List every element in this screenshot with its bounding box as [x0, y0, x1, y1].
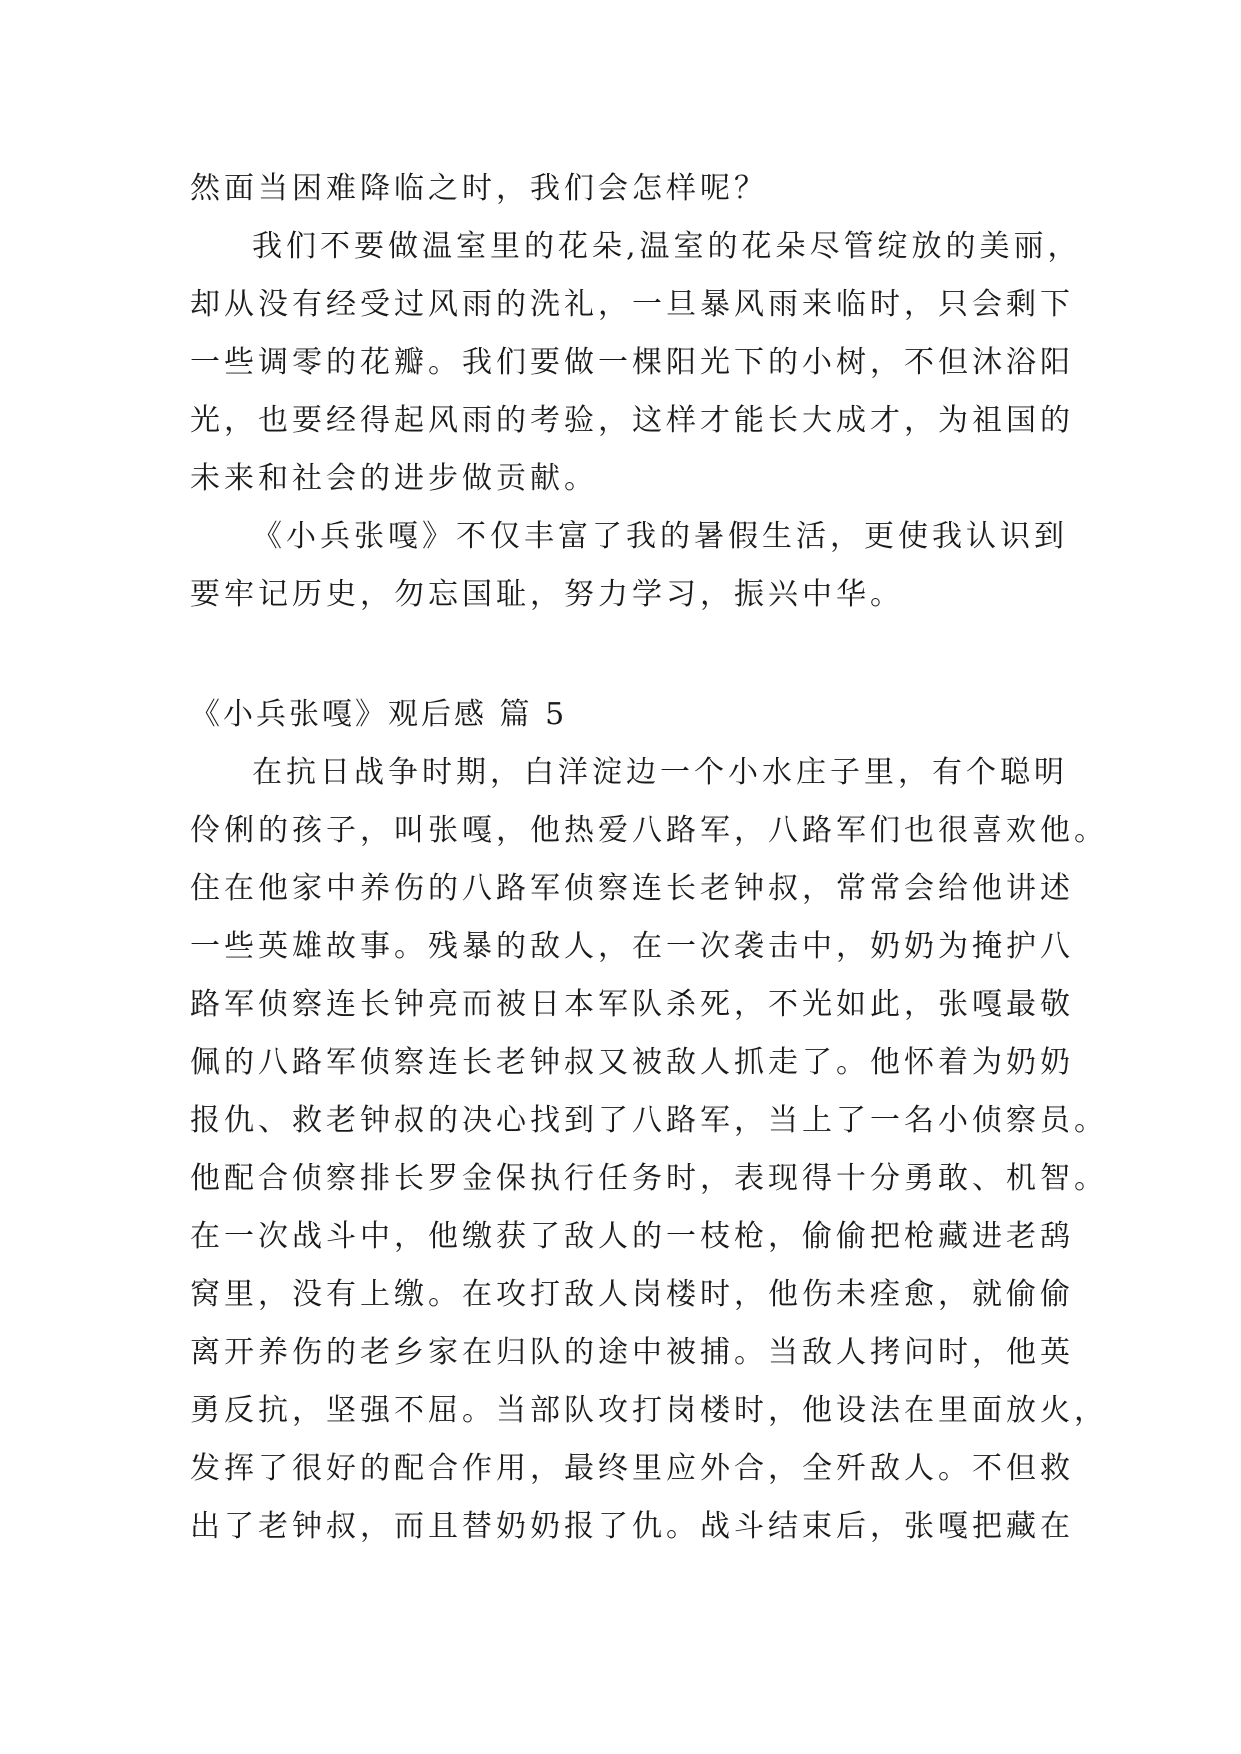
text-line: 住在他家中养伤的八路军侦察连长老钟叔，常常会给他讲述: [190, 871, 1074, 906]
text-line: 一些英雄故事。残暴的敌人，在一次袭击中，奶奶为掩护八: [190, 929, 1074, 964]
text-line: 路军侦察连长钟亮而被日本军队杀死，不光如此，张嘎最敬: [190, 987, 1074, 1022]
text-line: 出了老钟叔，而且替奶奶报了仇。战斗结束后，张嘎把藏在: [190, 1509, 1074, 1544]
text-line: 发挥了很好的配合作用，最终里应外合，全歼敌人。不但救: [190, 1451, 1074, 1486]
text-line: 离开养伤的老乡家在归队的途中被捕。当敌人拷问时，他英: [190, 1335, 1074, 1370]
text-line: 要牢记历史，勿忘国耻，努力学习，振兴中华。: [190, 577, 904, 612]
text-line: 一些调零的花瓣。我们要做一棵阳光下的小树，不但沐浴阳: [190, 345, 1074, 380]
text-line: 窝里，没有上缴。在攻打敌人岗楼时，他伤未痊愈，就偷偷: [190, 1277, 1074, 1312]
text-line: 我们不要做温室里的花朵,温室的花朵尽管绽放的美丽，: [252, 229, 1082, 264]
text-line: 伶俐的孩子，叫张嘎，他热爱八路军，八路军们也很喜欢他。: [190, 813, 1108, 848]
text-line: 他配合侦察排长罗金保执行任务时，表现得十分勇敢、机智。: [190, 1161, 1108, 1196]
section-heading: 《小兵张嘎》观后感 篇 5: [190, 697, 568, 732]
text-line: 在一次战斗中，他缴获了敌人的一枝枪，偷偷把枪藏进老鸹: [190, 1219, 1074, 1254]
text-line: 在抗日战争时期，白洋淀边一个小水庄子里，有个聪明: [252, 755, 1068, 790]
text-line: 《小兵张嘎》不仅丰富了我的暑假生活，更使我认识到: [252, 519, 1068, 554]
text-line: 勇反抗，坚强不屈。当部队攻打岗楼时，他设法在里面放火，: [190, 1393, 1108, 1428]
text-line: 未来和社会的进步做贡献。: [190, 461, 598, 496]
text-line: 然面当困难降临之时，我们会怎样呢？: [190, 171, 768, 206]
text-line: 却从没有经受过风雨的洗礼，一旦暴风雨来临时，只会剩下: [190, 287, 1074, 322]
text-line: 报仇、救老钟叔的决心找到了八路军，当上了一名小侦察员。: [190, 1103, 1108, 1138]
text-line: 光，也要经得起风雨的考验，这样才能长大成才，为祖国的: [190, 403, 1074, 438]
text-line: 佩的八路军侦察连长老钟叔又被敌人抓走了。他怀着为奶奶: [190, 1045, 1074, 1080]
